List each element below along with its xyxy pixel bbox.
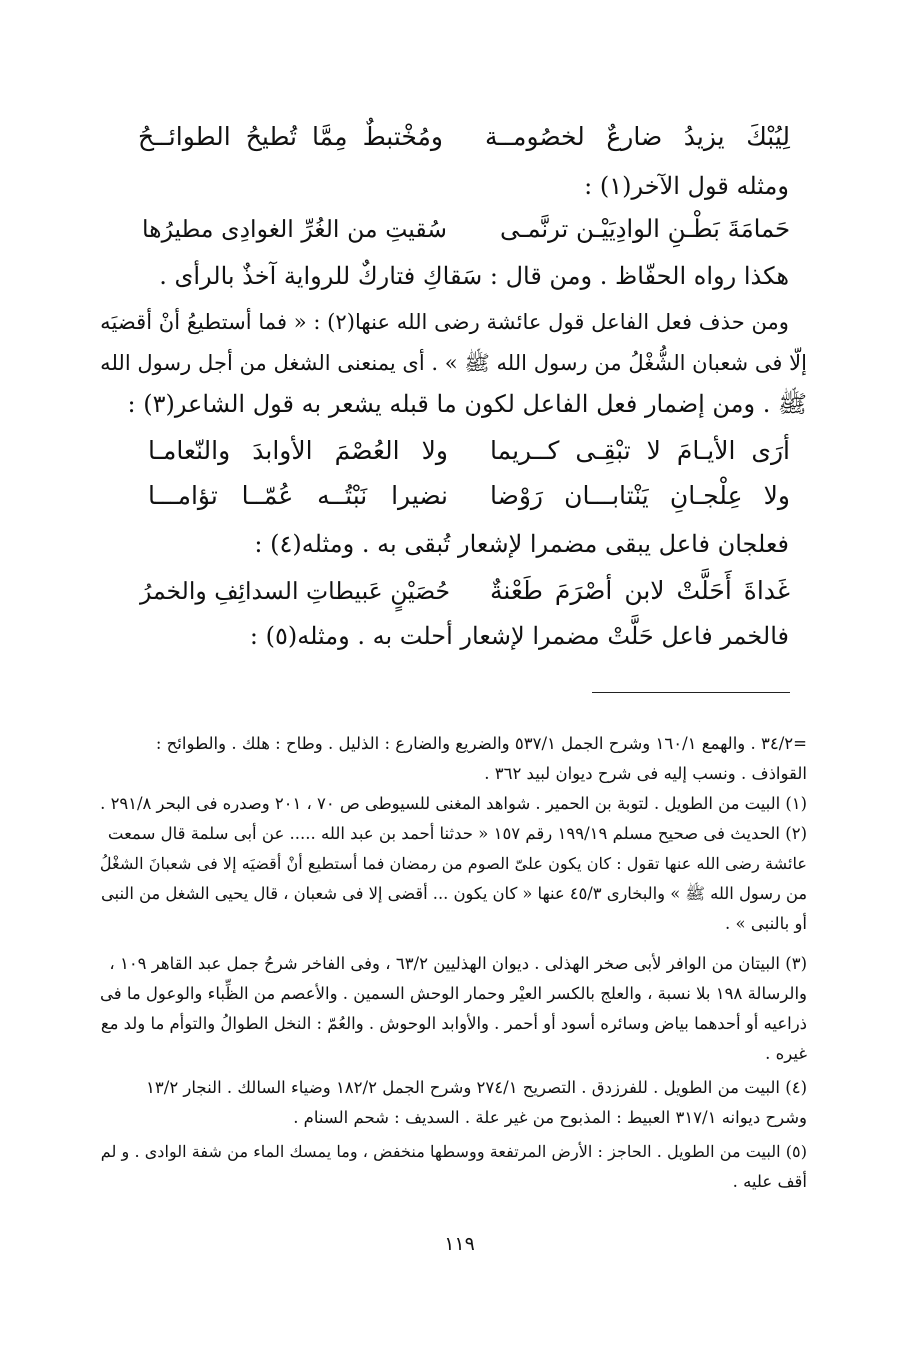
paragraph-line: ومن حذف فعل الفاعل قول عائشة رضى الله عنها(٢) : « فما أستطيعُ أنْ أقضيَه [100,309,789,334]
paragraph-line: ﷺ . ومن إضمار فعل الفاعل لكون ما قبله يشعر به قول الشاعر(٣) : [127,390,807,418]
footnote-line: عائشة رضى الله عنها تقول : كان يكون علىّ الصوم من رمضان فما أستطيع أنْ أقضيَه إلا فى شعبانَ الشغْلُ [99,854,807,873]
footnote-4: (٤) البيت من الطويل . للفرزدق . التصريح ٢٧٤/١ وشرح الجمل ١٨٢/٢ وضياء السالك . النجار ١٣/٢ [146,1078,807,1097]
footnote-line: والرسالة ١٩٨ بلا نسبة ، والعلج بالكسر العيْر وحمار الوحش السمين . والأعصم من الظِّباء والوعول ما فى [99,984,807,1003]
verse-4-first-hemistich: ولا عِلْجـانِ يَنْتابـــان رَوْضا [490,481,790,510]
body-line: هكذا رواه الحفّاظ . ومن قال : سَقاكِ فتاركٌ للرواية آخذٌ بالرأى . [159,262,789,290]
footnote-2: (٢) الحديث فى صحيح مسلم ١٩٩/١٩ رقم ١٥٧ « حدثنا أحمد بن عبد الله ..... عن أبى سلمة قال سمعت [107,824,807,843]
verse-3-first-hemistich: أرَى الأيـامَ لا تبْقِـى كــريما [490,436,790,465]
footnote-line: من رسول الله ﷺ » والبخارى ٤٥/٣ عنها « كان يكون ... أقضى إلا فى شعبان ، قال يحيى الشغل من النبى [100,884,807,903]
footnote-line: أقف عليه . [732,1172,807,1191]
verse-2-second-hemistich: سُقيتِ من الغُرِّ الغوادِى مطيرُها [142,215,447,243]
footnote-3: (٣) البيتان من الوافر لأبى صخر الهذلى . ديوان الهذليين ٦٣/٢ ، وفى الفاخر شرحُ جمل عبد القاهر ١٠٩ ، [109,954,807,973]
footnote-line: غيره . [765,1044,807,1063]
footnote-1: (١) البيت من الطويل . لتوبة بن الحمير . شواهد المغنى للسيوطى ص ٧٠ ، ٢٠١ وصدره فى البحر ٢٩١/٨ . [100,794,807,813]
footnote-line: ذراعيه أو أحدهما بياض وسائره أسود أو أحمر . والأوابد الوحوش . والعُمّ : النخل الطوالُ والتوأم ما ولد مع [100,1014,807,1033]
footnote-line: وشرح ديوانه ٣١٧/١ العبيط : المذبوح من غير علة . السديف : شحم السنام . [293,1108,807,1127]
verse-4-second-hemistich: نضيرا نَبْتُــه عُمّــا تؤامـــا [148,481,448,510]
verse-1-first-hemistich: لِيُبْكَ يزيدُ ضارعٌ لخصُومــة [485,122,790,151]
footnote-5: (٥) البيت من الطويل . الحاجز : الأرض المرتفعة ووسطها منخفض ، وما يمسك الماء من شفة الوادى . و لم [100,1142,807,1161]
verse-3-second-hemistich: ولا العُصْمَ الأوابدَ والنّعامـا [148,436,448,465]
footnote-line: أو بالنبى » . [725,914,807,933]
verse-1-second-hemistich: ومُخْتبطٌ مِمَّا تُطيحُ الطوائــحُ [138,122,443,151]
footnote-separator [592,692,790,693]
verse-5-first-hemistich: غَداةَ أَحَلَّتْ لابن أصْرَمَ طَعْنةٌ [490,576,790,605]
paragraph-line: إلّا فى شعبان الشُّغْلُ من رسول الله ﷺ » . أى يمنعنى الشغل من أجل رسول الله [100,350,807,375]
body-line: فعلجان فاعل يبقى مضمرا لإشعار تُبقى به . ومثله(٤) : [254,530,789,558]
footnote-line: القواذف . ونسب إليه فى شرح ديوان لبيد ٣٦٢ . [484,764,807,783]
page-number: ١١٩ [444,1233,475,1255]
body-line: ومثله قول الآخر(١) : [584,172,789,200]
body-line: فالخمر فاعل حَلَّتْ مضمرا لإشعار أحلت به . ومثله(٥) : [249,622,789,650]
verse-5-second-hemistich: حُصَيْنٍ عَبيطاتِ السدائِفِ والخمرُ [140,577,450,605]
verse-2-first-hemistich: حَمامَةَ بَطْـنِ الوادِيَيْـن ترنَّمـى [500,214,790,243]
footnote-line: =٣٤/٢ . والهمع ١٦٠/١ وشرح الجمل ٥٣٧/١ والضريع والضارع : الذليل . وطاح : هلك . والطوائح : [155,734,807,753]
